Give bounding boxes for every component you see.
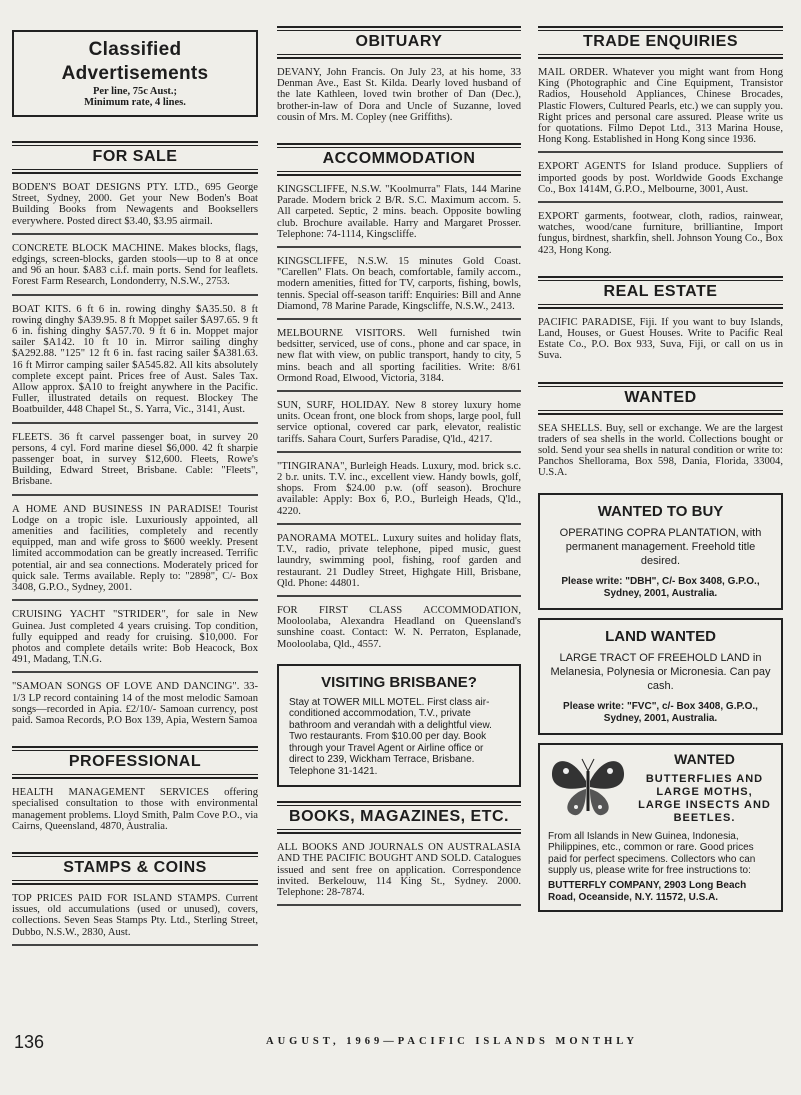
land-body: LARGE TRACT OF FREEHOLD LAND in Melanesia, Polynesia or Micronesia. Can pay cash. xyxy=(550,651,771,692)
ad-melbourne: MELBOURNE VISITORS. Well furnished twin bedsitter, serviced, use of cons., phone and car space, in new flat with view, on public transport, handy to city, 5 mins. beach and all sporting facilities. Write: 8/61 Ormond Road, Elwood, Victoria, 3184. xyxy=(277,328,521,392)
section-heading-accommodation: ACCOMMODATION xyxy=(277,143,521,176)
column-left xyxy=(12,26,258,954)
ad-books: ALL BOOKS AND JOURNALS ON AUSTRALASIA AND THE PACIFIC BOUGHT AND SOLD. Catalogues issued and sent free on application. Correspondence invited. Berkelouw, 114 King St., Sydney. 2000. Telephone: 28-7874. xyxy=(277,842,521,906)
ad-panorama: PANORAMA MOTEL. Luxury suites and holiday flats, T.V., radio, private telephone, piped music, guest laundry, swimming pool, fishing, roof garden and restaurant. 21 Dudley Street, Highgate Hill, Brisbane, Qld. Phone: 44801. xyxy=(277,533,521,597)
ad-stamps: TOP PRICES PAID FOR ISLAND STAMPS. Current issues, old accumulations (used or unused), covers, collections. Seven Seas Stamps Pty. Ltd., Sterling Street, Dubbo, N.S.W., 2830, Aust. xyxy=(12,893,258,946)
ad-export-agents: EXPORT AGENTS for Island produce. Suppliers of imported goods by post. Worldwide Goods Exchange Co., Box 1414M, G.P.O., Melbourne, 3001, Aust. xyxy=(538,161,783,203)
ad-first-class: FOR FIRST CLASS ACCOMMODATION, Mooloolaba, Alexandra Headland on Queensland's sunshine coast. Contact: W. N. Perraton, Esplanade, Mooloolaba, Qld., 4557. xyxy=(277,604,521,650)
column-right xyxy=(538,26,783,920)
land-title: LAND WANTED xyxy=(605,627,716,645)
land-write: Please write: "FVC", c/- Box 3408, G.P.O., Sydney, 2001, Australia. xyxy=(563,700,758,724)
section-heading-books: BOOKS, MAGAZINES, ETC. xyxy=(277,801,521,834)
footer-text: AUGUST, 1969—PACIFIC ISLANDS MONTHLY xyxy=(266,1036,638,1047)
ad-mail-order: MAIL ORDER. Whatever you might want from Hong King (Photographic and Cine Equipment, Transistor Radios, Household Appliances, Chinese Brocades, Plastic Flowers, Cultured Pearls, etc.) we can supply you. Right prices and personal care assured. Please write us for quotations. Filmo Depot Ltd., 313 Marina House, Hong Kong. Established in Hong Kong since 1936. xyxy=(538,67,783,153)
visiting-brisbane-box xyxy=(277,664,521,788)
classified-header xyxy=(12,30,258,117)
ad-pacific-paradise: PACIFIC PARADISE, Fiji. If you want to buy Islands, Land, Houses, or Guest Houses. Write to Pacific Real Estate Co., P.O. Box 933, Suva, Fiji, or call on us in Suva. xyxy=(538,316,783,362)
ad-boat-kits: BOAT KITS. 6 ft 6 in. rowing dinghy $A35.50. 8 ft rowing dinghy $A39.95. 8 ft Moppet sailer $A97.65. 9 ft 6 in. fishing dinghy $A57.70. 9 ft 6 in. Moppet major sailer $A142. 10 ft 10 in. Mirror sailing dinghy $A292.88. "125" 12 ft 6 in. fast racing sailer $A381.63. 16 ft Mirror camping sailer $A545.82. All kits absolutely complete except paint. Prices free of Aust. Sales Tax. Allow approx. $A10 to freight anywhere in the Pacific. Fuller, illustrated details on request. Blockey The Boatbuilder, 448 Chapel St., S. Yarra, Vic., 3141, Aust. xyxy=(12,304,258,424)
butterfly-icon xyxy=(548,751,628,821)
ad-home-business: A HOME AND BUSINESS IN PARADISE! Tourist Lodge on a tropic isle. Luxuriously appointed, all amenities and facilities, completely and recently equipped, man and wife gross to $600 weekly. Present limited accommodation can be greatly increased. Terrific potential, air and sea connections. Moderately priced for quick sale. Terms available. Reply to: "2898", C/- Box 3408, G.P.O., Sydney, 2001. xyxy=(12,504,258,602)
ad-health: HEALTH MANAGEMENT SERVICES offering specialised consultation to those with environmental management problems. Lloyd Smith, Palm Cove P.O., via Cairns, Queensland, 4870, Australia. xyxy=(12,787,258,832)
section-heading-obituary: OBITUARY xyxy=(277,26,521,59)
ad-concrete: CONCRETE BLOCK MACHINE. Makes blocks, flags, edgings, screen-blocks, garden stools—up to 8 at once and 96 an hour. $A83 c.i.f. main ports. Send for leaflets. Forest Farm Research, Londonderry, N.S.W., 2753. xyxy=(12,243,258,296)
ad-strider: CRUISING YACHT "STRIDER", for sale in New Guinea. Just completed 4 years cruising. Top condition, fully equipped and ready for cruising. $10,000. For photos and complete details write: Bob Heacock, Box 491, Madang, T.N.G. xyxy=(12,609,258,673)
classified-title: Classified Advertisements xyxy=(61,39,209,84)
ad-fleets: FLEETS. 36 ft carvel passenger boat, in survey 20 persons, 4 cyl. Ford marine diesel $6,000. 42 ft sharpie passenger boat, in survey $12,600. Fleets, Rowe's Building, Edward Street, Brisbane. Cable: "Fleets", Brisbane. xyxy=(12,432,258,496)
butterfly-write: BUTTERFLY COMPANY, 2903 Long Beach Road, Oceanside, N.Y. 11572, U.S.A. xyxy=(548,879,747,903)
section-heading-real-estate: REAL ESTATE xyxy=(538,276,783,309)
butterfly-heading: BUTTERFLIES AND LARGE MOTHS, LARGE INSECTS AND BEETLES. xyxy=(638,772,771,824)
wtb-body: OPERATING COPRA PLANTATION, with permanent management. Freehold title desired. xyxy=(559,526,762,567)
section-heading-stamps: STAMPS & COINS xyxy=(12,852,258,885)
ad-sun-surf: SUN, SURF, HOLIDAY. New 8 storey luxury home units. Ocean front, one block from shops, large pool, full service optional, covered car park, elevator, realistic tariffs. Sahara Court, Surfers Paradise, Q'ld., 4217. xyxy=(277,400,521,453)
visiting-body: Stay at TOWER MILL MOTEL. First class air-conditioned accommodation, T.V., private bathroom and verandah with a delightful view. Two restaurants. From $10.00 per day. Book through your Travel Agent or Airline office or direct to 239, Wickham Terrace, Brisbane. Telephone 31-1421. xyxy=(289,696,492,777)
land-wanted-box xyxy=(538,618,783,735)
classified-rate: Per line, 75c Aust.; xyxy=(92,86,178,97)
ad-sea-shells: SEA SHELLS. Buy, sell or exchange. We are the largest traders of sea shells in the world. Collections bought or sold. Send your sea shells in natural condition or write to: Panchos Shellorama, Box 598, Dania, Florida, 33004, U.S.A. xyxy=(538,422,783,479)
ad-kingscliffe-1: KINGSCLIFFE, N.S.W. "Koolmurra" Flats, 144 Marine Parade. Modern brick 2 B/R. S.C. Maximum accom. 5. All carpeted. Septic, 2 mins. beach. Opposite bowling club. Brochure available. Harry and Margaret Prosser. Telephone: 74-1114, Kingscliffe. xyxy=(277,184,521,248)
section-heading-for-sale: FOR SALE xyxy=(12,141,258,174)
column-middle xyxy=(277,26,521,914)
section-heading-trade: TRADE ENQUIRIES xyxy=(538,26,783,59)
ad-bodens: BODEN'S BOAT DESIGNS PTY. LTD., 695 George Street, Sydney, 2000. Get your New Boden's Boat Building Books from Newagents and Booksellers everywhere. Posted direct $3.40, $3.95 airmail. xyxy=(12,182,258,235)
section-heading-wanted: WANTED xyxy=(538,382,783,415)
classified-minimum: Minimum rate, 4 lines. xyxy=(84,97,186,108)
ad-kingscliffe-2: KINGSCLIFFE, N.S.W. 15 minutes Gold Coast. "Carellen" Flats. On beach, comfortable, family accom., modern amenities, fitted for TV, carports, fishing, bowls, tennis. Special off-season tariff: Enquiries: Bill and Anne Diamond, 78 Marine Parade, Kingscliffe, N.S.W., 2413. xyxy=(277,256,521,320)
ad-export-garments: EXPORT garments, footwear, cloth, radios, rainwear, watches, wood/cane furniture, brilliantine, Import fungus, birdnest, sharkfin, shell. Johnson Young Co., Box 423, Hong Kong. xyxy=(538,211,783,256)
butterfly-head xyxy=(548,751,773,825)
butterfly-box xyxy=(538,743,783,912)
wanted-to-buy-box xyxy=(538,493,783,610)
butterfly-body: From all Islands in New Guinea, Indonesia, Philippines, etc., common or rare. Good prices paid for perfect specimens. Collectors who can supply us, please write for free instructions to: xyxy=(548,830,756,877)
section-heading-professional: PROFESSIONAL xyxy=(12,746,258,779)
visiting-title: VISITING BRISBANE? xyxy=(321,673,477,691)
ad-devany: DEVANY, John Francis. On July 23, at his home, 33 Denman Ave., East St. Kilda. Dearly loved husband of the late Kathleen, loved twin brother of Dan (Dec.), brother-in-law of Dora and Uncle of Suzanne, loved cousin of Mrs. M. Copley (nee Griffiths). xyxy=(277,67,521,123)
page-number: 136 xyxy=(14,1032,45,1052)
ad-tingirana: "TINGIRANA", Burleigh Heads. Luxury, mod. brick s.c. 2 b.r. units. T.V. inc., excellent view. Handy bowls, golf, shops. From $24.00 p.w. (off season). Brochure available: Apply: Box 6, P.O., Burleigh Heads, Q'ld., 4220. xyxy=(277,461,521,525)
butterfly-title: WANTED xyxy=(674,750,735,767)
wtb-title: WANTED TO BUY xyxy=(597,502,724,520)
wtb-write: Please write: "DBH", C/- Box 3408, G.P.O., Sydney, 2001, Australia. xyxy=(561,575,760,599)
ad-samoan: "SAMOAN SONGS OF LOVE AND DANCING". 33-1/3 LP record containing 14 of the most melodic Samoan songs—recorded in Apia. £2/10/- Samoan currency, post paid. Samoa Records, P.O Box 139, Apia, Western Samoa xyxy=(12,681,258,726)
